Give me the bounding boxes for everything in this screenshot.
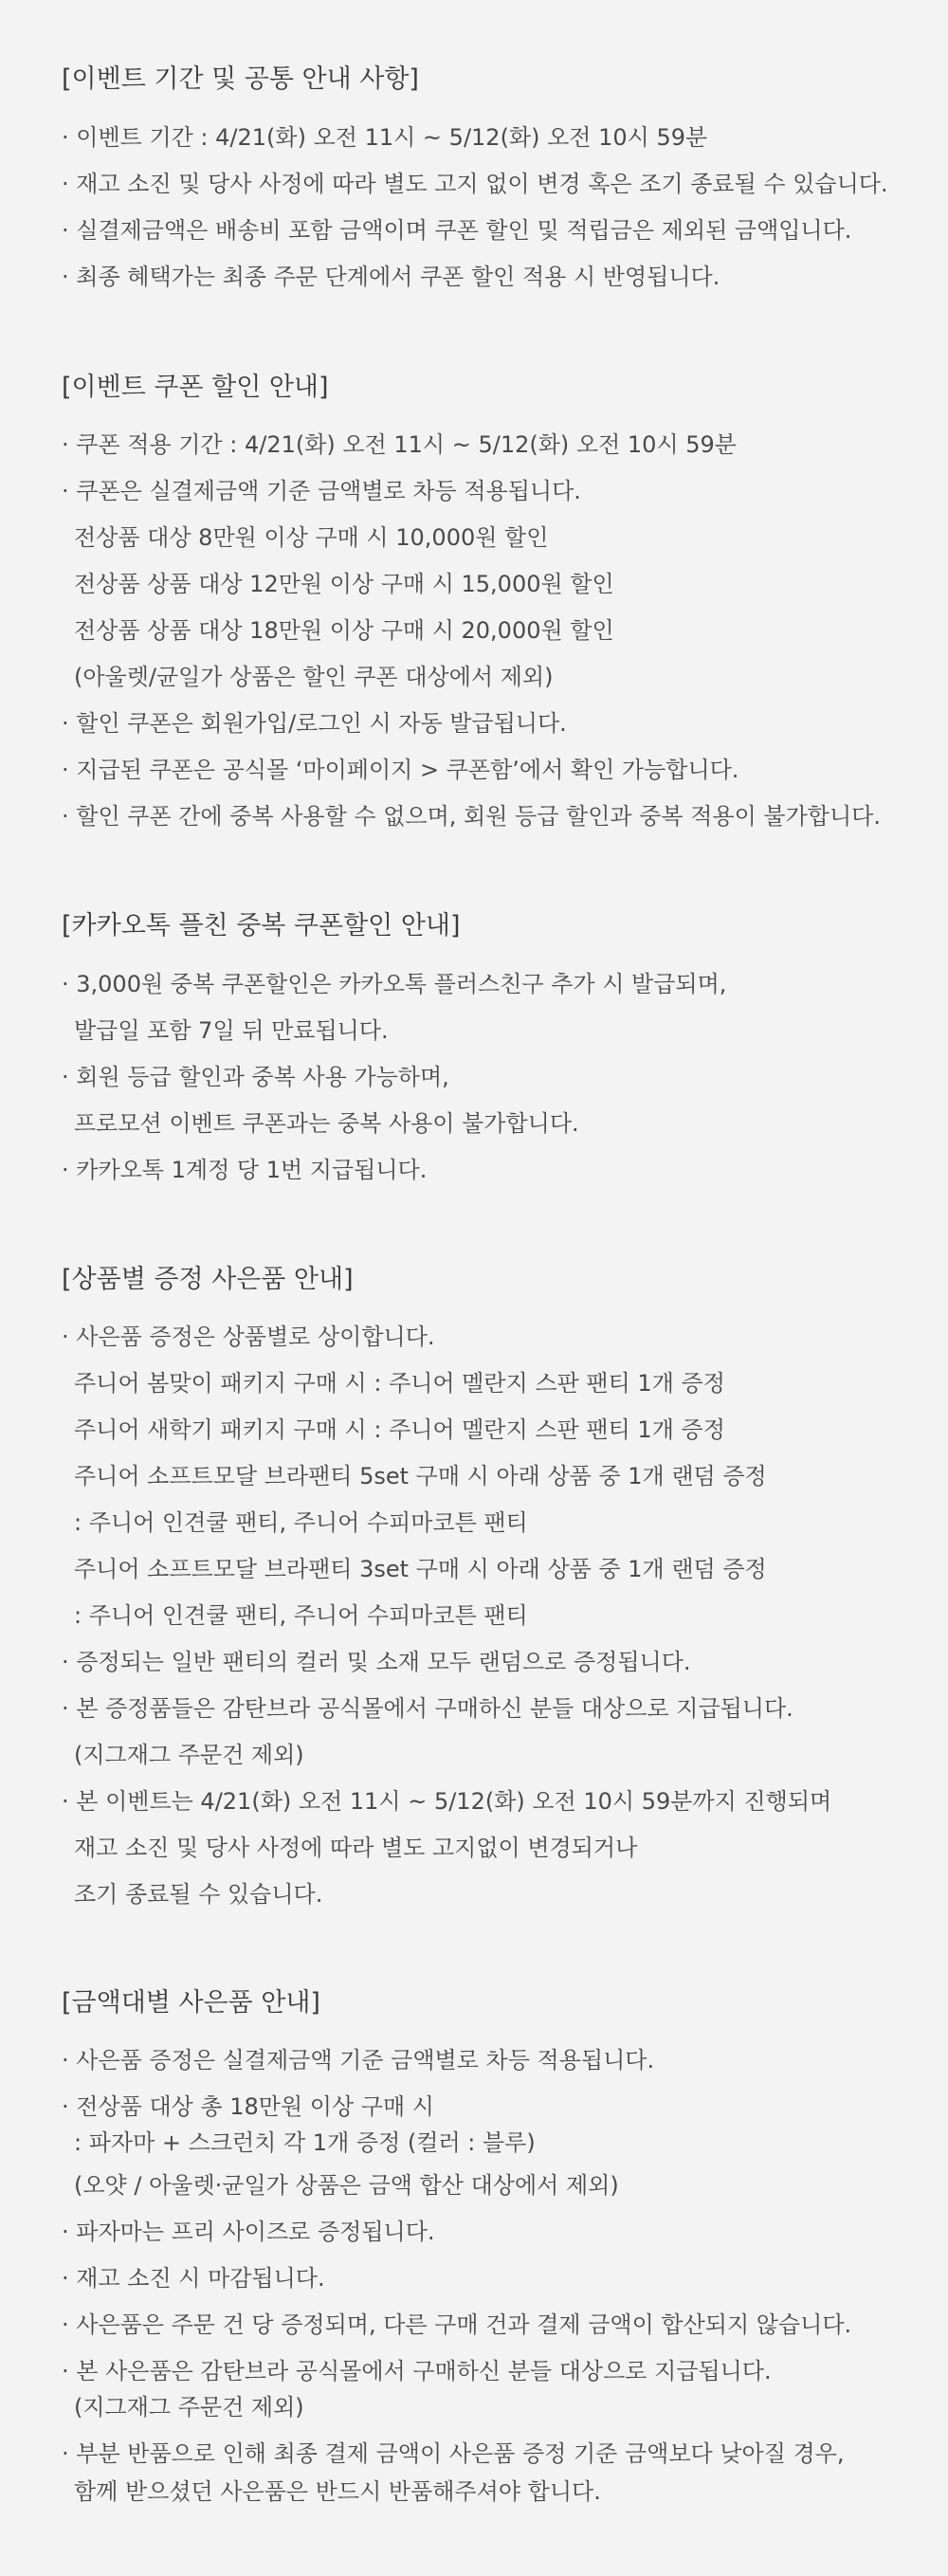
notice-line: · 사은품 증정은 실결제금액 기준 금액별로 차등 적용됩니다.	[62, 2047, 655, 2074]
notice-line: · 카카오톡 1계정 당 1번 지급됩니다.	[62, 1157, 428, 1183]
notice-line: 전상품 대상 8만원 이상 구매 시 10,000원 할인	[74, 524, 549, 551]
notice-line: · 재고 소진 및 당사 사정에 따라 별도 고지 없이 변경 혹은 조기 종료될 수 있습니다.	[62, 171, 888, 197]
section-title: [이벤트 기간 및 공통 안내 사항]	[62, 64, 419, 94]
notice-line: 발급일 포함 7일 뒤 만료됩니다.	[74, 1017, 389, 1044]
notice-line: · 쿠폰은 실결제금액 기준 금액별로 차등 적용됩니다.	[62, 478, 581, 504]
section-title: [카카오톡 플친 중복 쿠폰할인 안내]	[62, 911, 461, 941]
notice-line: · 사은품 증정은 상품별로 상이합니다.	[62, 1324, 435, 1350]
notice-line: : 주니어 인견쿨 팬티, 주니어 수피마코튼 팬티	[74, 1509, 528, 1536]
notice-line: (지그재그 주문건 제외)	[74, 1742, 304, 1768]
notice-line: : 파자마 + 스크런치 각 1개 증정 (컬러 : 블루)	[74, 2129, 536, 2156]
notice-line: 전상품 상품 대상 12만원 이상 구매 시 15,000원 할인	[74, 571, 614, 597]
notice-line: (아울렛/균일가 상품은 할인 쿠폰 대상에서 제외)	[74, 664, 554, 690]
notice-line: · 본 이벤트는 4/21(화) 오전 11시 ~ 5/12(화) 오전 10시 59분까지 진행되며	[62, 1788, 832, 1815]
notice-line: 전상품 상품 대상 18만원 이상 구매 시 20,000원 할인	[74, 617, 614, 644]
notice-line: · 본 사은품은 감탄브라 공식몰에서 구매하신 분들 대상으로 지급됩니다.	[62, 2358, 772, 2384]
section-title: [이벤트 쿠폰 할인 안내]	[62, 373, 329, 402]
notice-line: · 증정되는 일반 팬티의 컬러 및 소재 모두 랜덤으로 증정됩니다.	[62, 1649, 691, 1675]
notice-line: · 할인 쿠폰은 회원가입/로그인 시 자동 발급됩니다.	[62, 710, 567, 737]
notice-line: 재고 소진 및 당사 사정에 따라 별도 고지없이 변경되거나	[74, 1835, 638, 1861]
notice-line: · 할인 쿠폰 간에 중복 사용할 수 없으며, 회원 등급 할인과 중복 적용이 불가합니다.	[62, 803, 881, 830]
notice-line: · 3,000원 중복 쿠폰할인은 카카오톡 플러스친구 추가 시 발급되며,	[62, 971, 727, 997]
notice-line: · 전상품 대상 총 18만원 이상 구매 시	[62, 2093, 434, 2120]
notice-line: · 부분 반품으로 인해 최종 결제 금액이 사은품 증정 기준 금액보다 낮아질 경우,	[62, 2440, 845, 2467]
notice-line: 주니어 새학기 패키지 구매 시 : 주니어 멜란지 스판 팬티 1개 증정	[74, 1416, 725, 1443]
section-title: [상품별 증정 사은품 안내]	[62, 1265, 354, 1294]
notice-line: 조기 종료될 수 있습니다.	[74, 1881, 323, 1908]
notice-line: · 지급된 쿠폰은 공식몰 ‘마이페이지 > 쿠폰함’에서 확인 가능합니다.	[62, 757, 739, 783]
notice-line: · 이벤트 기간 : 4/21(화) 오전 11시 ~ 5/12(화) 오전 10시 59분	[62, 124, 708, 151]
notice-line: 주니어 봄맞이 패키지 구매 시 : 주니어 멜란지 스판 팬티 1개 증정	[74, 1370, 725, 1397]
notice-line: · 사은품은 주문 건 당 증정되며, 다른 구매 건과 결제 금액이 합산되지 않습니다.	[62, 2311, 852, 2338]
notice-line: · 파자마는 프리 사이즈로 증정됩니다.	[62, 2219, 435, 2245]
notice-line: · 실결제금액은 배송비 포함 금액이며 쿠폰 할인 및 적립금은 제외된 금액입니다.	[62, 217, 852, 244]
notice-line: 주니어 소프트모달 브라팬티 3set 구매 시 아래 상품 중 1개 랜덤 증정	[74, 1556, 767, 1582]
notice-line: · 최종 혜택가는 최종 주문 단계에서 쿠폰 할인 적용 시 반영됩니다.	[62, 264, 720, 290]
section-title: [금액대별 사은품 안내]	[62, 1988, 320, 2018]
notice-line: 주니어 소프트모달 브라팬티 5set 구매 시 아래 상품 중 1개 랜덤 증정	[74, 1463, 767, 1489]
notice-line: · 회원 등급 할인과 중복 사용 가능하며,	[62, 1064, 449, 1090]
notice-line: · 재고 소진 시 마감됩니다.	[62, 2265, 325, 2292]
notice-line: · 본 증정품들은 감탄브라 공식몰에서 구매하신 분들 대상으로 지급됩니다.	[62, 1695, 793, 1722]
notice-line: (오얏 / 아울렛·균일가 상품은 금액 합산 대상에서 제외)	[74, 2172, 619, 2199]
notice-line: 함께 받으셨던 사은품은 반드시 반품해주셔야 합니다.	[74, 2478, 601, 2505]
notice-line: 프로모션 이벤트 쿠폰과는 중복 사용이 불가합니다.	[74, 1110, 579, 1137]
notice-line: · 쿠폰 적용 기간 : 4/21(화) 오전 11시 ~ 5/12(화) 오전 10시 59분	[62, 431, 737, 458]
notice-line: : 주니어 인견쿨 팬티, 주니어 수피마코튼 팬티	[74, 1602, 528, 1629]
notice-line: (지그재그 주문건 제외)	[74, 2394, 304, 2421]
